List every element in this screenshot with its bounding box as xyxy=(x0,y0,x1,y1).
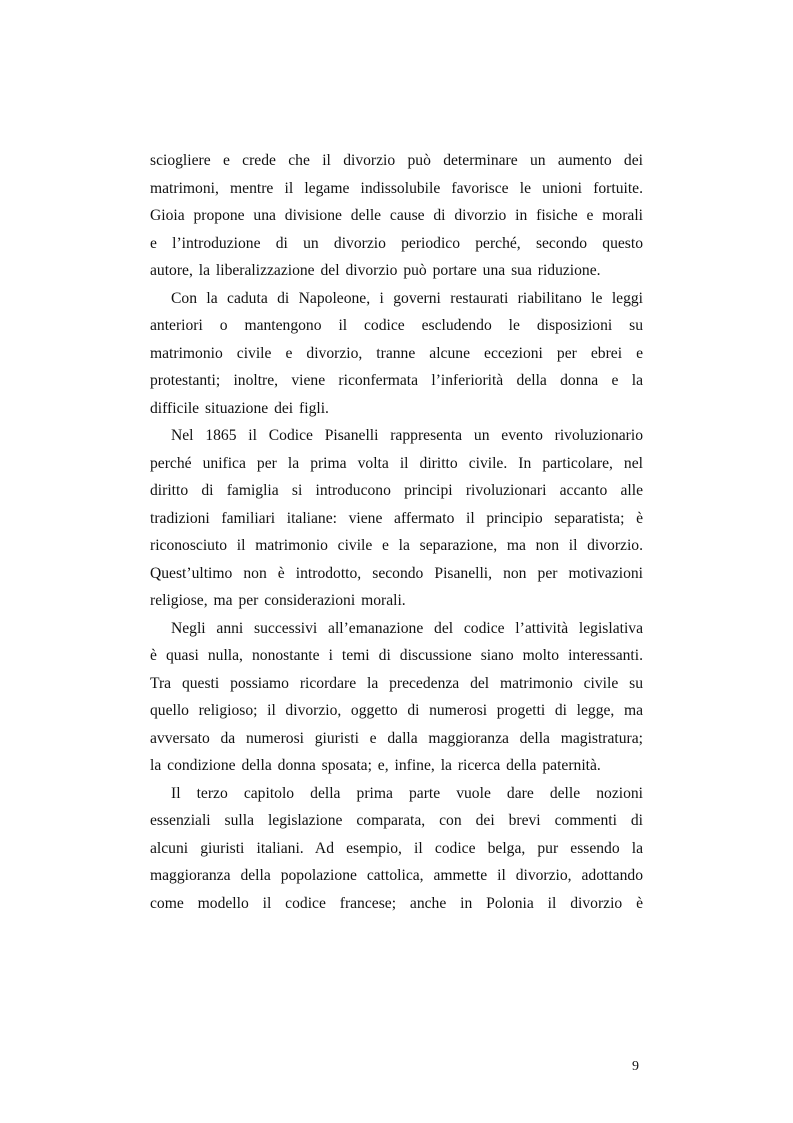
paragraph-3 xyxy=(150,422,643,615)
text-line: Quest’ultimo non è introdotto, secondo Pisanelli, non per motivazioni xyxy=(150,564,643,582)
text-line: alcuni giuristi italiani. Ad esempio, il codice belga, pur essendo la xyxy=(150,839,643,857)
text-line: la condizione della donna sposata; e, infine, la ricerca della paternità. xyxy=(150,757,601,774)
text-line: anteriori o mantengono il codice escludendo le disposizioni su xyxy=(150,317,643,334)
paragraph-2 xyxy=(150,285,643,423)
text-line: Con la caduta di Napoleone, i governi restaurati riabilitano le leggi xyxy=(171,289,643,307)
text-line: essenziali sulla legislazione comparata, con dei brevi commenti di xyxy=(150,812,643,829)
text-line: avversato da numerosi giuristi e dalla maggioranza della magistratura; xyxy=(150,729,643,747)
text-line: Il terzo capitolo della prima parte vuole dare delle nozioni xyxy=(171,784,643,802)
text-line: Tra questi possiamo ricordare la precedenza del matrimonio civile su xyxy=(150,674,643,692)
text-line: autore, la liberalizzazione del divorzio può portare una sua riduzione. xyxy=(150,262,601,279)
paragraph-1 xyxy=(150,147,643,285)
text-line: è quasi nulla, nonostante i temi di discussione siano molto interessanti. xyxy=(150,647,643,664)
paragraph-4 xyxy=(150,615,643,780)
text-line: Negli anni successivi all’emanazione del codice l’attività legislativa xyxy=(171,619,643,637)
text-line: come modello il codice francese; anche in Polonia il divorzio è xyxy=(150,894,643,912)
text-line: quello religioso; il divorzio, oggetto di numerosi progetti di legge, ma xyxy=(150,702,643,719)
text-line: Nel 1865 il Codice Pisanelli rappresenta un evento rivoluzionario xyxy=(171,427,643,444)
text-line: e l’introduzione di un divorzio periodico perché, secondo questo xyxy=(150,234,643,252)
text-line: diritto di famiglia si introducono principi rivoluzionari accanto alle xyxy=(150,482,643,499)
text-line: religiose, ma per considerazioni morali. xyxy=(150,592,406,609)
text-line: difficile situazione dei figli. xyxy=(150,399,329,417)
text-line: maggioranza della popolazione cattolica, ammette il divorzio, adottando xyxy=(150,867,643,884)
text-line: matrimonio civile e divorzio, tranne alcune eccezioni per ebrei e xyxy=(150,344,643,362)
text-line: perché unifica per la prima volta il diritto civile. In particolare, nel xyxy=(150,454,643,472)
page-number: 9 xyxy=(632,1059,639,1074)
text-line: Gioia propone una divisione delle cause di divorzio in fisiche e morali xyxy=(150,207,643,224)
text-line: tradizioni familiari italiane: viene affermato il principio separatista; è xyxy=(150,509,643,527)
text-line: matrimoni, mentre il legame indissolubile favorisce le unioni fortuite. xyxy=(150,179,643,197)
text-line: riconosciuto il matrimonio civile e la separazione, ma non il divorzio. xyxy=(150,537,643,554)
text-line: protestanti; inoltre, viene riconfermata l’inferiorità della donna e la xyxy=(150,372,643,389)
text-line: sciogliere e crede che il divorzio può determinare un aumento dei xyxy=(150,152,643,169)
body-text xyxy=(150,147,643,917)
paragraph-5 xyxy=(150,780,643,918)
